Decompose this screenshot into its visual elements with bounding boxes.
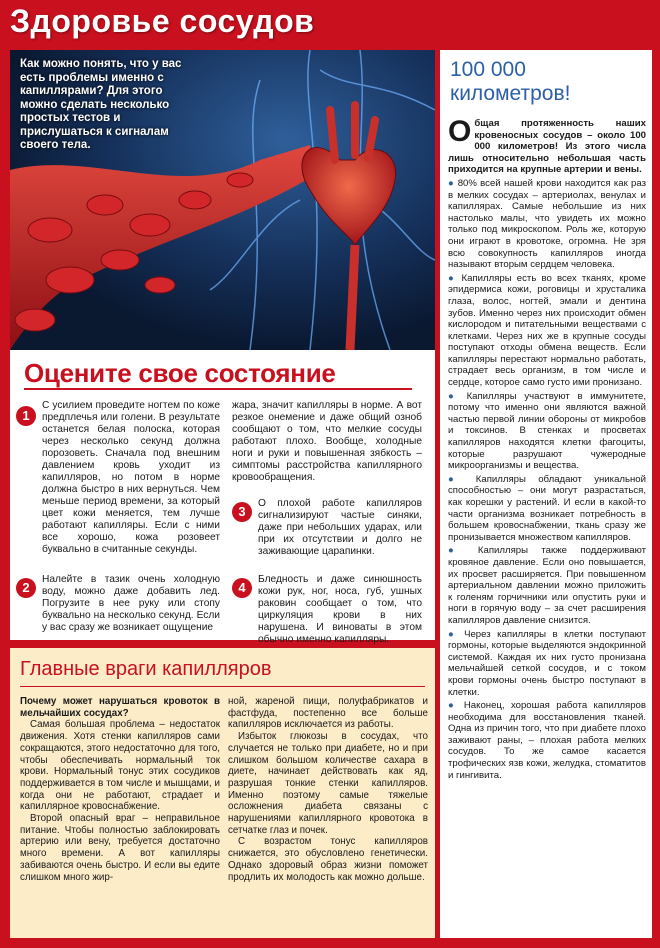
enemies-paragraph: С возрастом тонус капилляров снижается, это обусловлено генетически. Однако здоровый образ жизни поможет продлить их молодость как можно дольше.	[228, 836, 428, 883]
header	[0, 0, 660, 52]
enemies-column-2	[228, 696, 428, 883]
enemies-paragraph: Избыток глюкозы в сосудах, что случается не только при диабете, но и при слишком большом количестве сахара в диете, начинает действовать как яд, разрушая тонкие стенки капилляров. Именно поэтому самые тяжелые осложнения диабета связаны с нарушениями капиллярного кровотока в сетчатке глаз и почек.	[228, 731, 428, 836]
assessment-item-1: С усилием проведите ногтем по коже предплечья или голени. В результате останется белая полоска, которая через несколько секунд должна порозоветь. Сначала под внешним давлением кровь уходит из капилляров, но потом в норме должна быстро в них вернуться. Чем меньше период времени, за который цвет кожи меняется, тем лучше работают капилляры. Если с ними все хорошо, кожа розовеет буквально в считанные секунды.	[42, 400, 220, 555]
sidebar-paragraph: ● Капилляры также поддерживают кровяное давление. Если оно повышается, их просвет расширяется. При повышенном артериальном давлении можно приложить к голеням горчичники или опустить руки и ноги в горячую воду – за счет расширения капилляров давление снизится.	[448, 545, 646, 626]
bullet-icon: ●	[448, 390, 467, 402]
assessment-item-2-continued: жара, значит капилляры в норме. А вот резкое онемение и даже общий озноб сообщают о том, что мелкие сосуды работают плохо. Вообще, холодные ноги и руки и повышенная зябкость – симптомы расстройства капиллярного кровообращения.	[232, 400, 422, 483]
step-number: 1	[16, 406, 36, 426]
divider	[20, 686, 425, 687]
enemies-paragraph: Второй опасный враг – неправильное питание. Чтобы полностью заблокировать артерию или вену, требуется достаточно много времени. А вот капилляры забиваются очень быстро. И если вы едите слишком много жир-	[20, 813, 220, 883]
page-footer: ЛЕЧЕБНЫЕ ВЕСТИ 15	[538, 930, 648, 941]
enemies-paragraph: ной, жареной пищи, полуфабрикатов и фастфуда, постепенно все больше капилляров исключается из работы.	[228, 696, 428, 731]
sidebar-paragraph: ● Капилляры участвуют в иммунитете, потому что именно они являются важной частью первой линии обороны от микробов и токсинов. В стенках и просветах капилляров находятся клетки фагоциты, которые разрушают чужеродные микроорганизмы и вещества.	[448, 390, 646, 472]
hero-caption: Как можно понять, что у вас есть проблемы именно с капиллярами? Для этого можно сделать несколько простых тестов и прислушаться к сигналам своего тела.	[20, 58, 182, 151]
hero-illustration	[10, 50, 435, 350]
step-number: 4	[232, 578, 252, 598]
sidebar-paragraph: ● 80% всей нашей крови находится как раз в мелких сосудах – артериолах, венулах и капиллярах. Самые небольшие из них настолько малы, что увидеть их можно только под микроскопом. Роль же, которую они играют в кровотоке, огромна. Не зря всю совокупность капилляров иногда называют вторым сердцем человека.	[448, 177, 647, 271]
assessment-section	[10, 350, 435, 645]
step-number: 2	[16, 578, 36, 598]
sidebar-paragraph: ● Через капилляры в клетки поступают гормоны, которые выделяются эндокринной системой. Каждая их них густо пронизана мельчайшей сеткой сосудов, и с током крови гормоны очень быстро поступают в клетки.	[448, 628, 646, 698]
divider	[24, 388, 412, 390]
enemies-section	[10, 648, 435, 938]
enemies-lead: Почему может нарушаться кровоток в мельчайших сосудах?	[20, 696, 220, 719]
sidebar-column	[440, 50, 652, 938]
bullet-icon: ●	[448, 473, 476, 485]
assessment-title: Оцените свое состояние	[24, 358, 336, 388]
sidebar-title: 100 000 километров!	[450, 58, 571, 105]
bullet-icon: ●	[448, 272, 462, 284]
sidebar-paragraph: ● Капилляры есть во всех тканях, кроме эпидермиса кожи, роговицы и хрусталика глаза, волос, ногтей, эмали и дентина зубов. Именно через них происходит обмен кислородом и питательными веществами с клетками. Через них же в крупные сосуды поступают отходы обмена веществ. Если капилляры перестают нормально работать, страдает весь организм, в том числе и сердце, которое само густо ими пронизано.	[448, 272, 646, 389]
page-title: Здоровье сосудов	[10, 3, 315, 39]
bullet-icon: ●	[448, 545, 478, 557]
drop-cap: О	[448, 115, 472, 148]
enemies-column-1	[20, 696, 220, 883]
enemies-title: Главные враги капилляров	[20, 658, 272, 680]
enemies-paragraph: Самая большая проблема – недостаток движения. Хотя стенки капилляров сами сокращаются, этого недостаточно для того, чтобы обеспечивать нормальный ток крови. Нормальный тонус этих сосудиков поддерживается в том числе и мышцами, и когда они не работают, страдает и капиллярное кровоснабжение.	[20, 719, 220, 813]
bullet-icon: ●	[448, 177, 458, 189]
watermark: Posta.ru	[470, 905, 561, 934]
sidebar-body	[448, 115, 647, 783]
sidebar-paragraph: ● Наконец, хорошая работа капилляров необходима для восстановления тканей. Одна из причин того, что при диабете плохо заживают раны, – плохая работа мелких сосудов. То же самое касается трофических язв кожи, желудка, стоматитов и гингивита.	[448, 700, 646, 781]
bullet-icon: ●	[448, 628, 465, 640]
assessment-item-3: О плохой работе капилляров сигнализируют частые синяки, даже при небольших ударах, или при их отсутствии и долго не заживающие царапинки.	[258, 498, 422, 557]
sidebar-paragraph: ● Капилляры обладают уникальной способностью – они могут разрастаться, как корешки у растений. И если в какой-то части организма возникает потребность в большем кровоснабжении, ткань сразу же пронизывается множеством капилляров.	[448, 473, 646, 543]
assessment-item-2: Налейте в тазик очень холодную воду, можно даже добавить лед. Погрузите в нее руку или стопу буквально на несколько секунд. Если у вас сразу же возникает ощущение	[42, 574, 220, 633]
step-number: 3	[232, 502, 252, 522]
bullet-icon: ●	[448, 700, 464, 712]
sidebar-lead: Общая протяженность наших кровеносных сосудов – около 100 000 километров! Из этого числа лишь относительно небольшая часть приходится на крупные артерии и вены.	[448, 115, 646, 176]
assessment-item-4: Бледность и даже синюшность кожи рук, ног, носа, губ, ушных раковин сообщает о том, что циркуляция крови в них нарушена. И виноваты в этом обычно именно капилляры.	[258, 574, 422, 645]
